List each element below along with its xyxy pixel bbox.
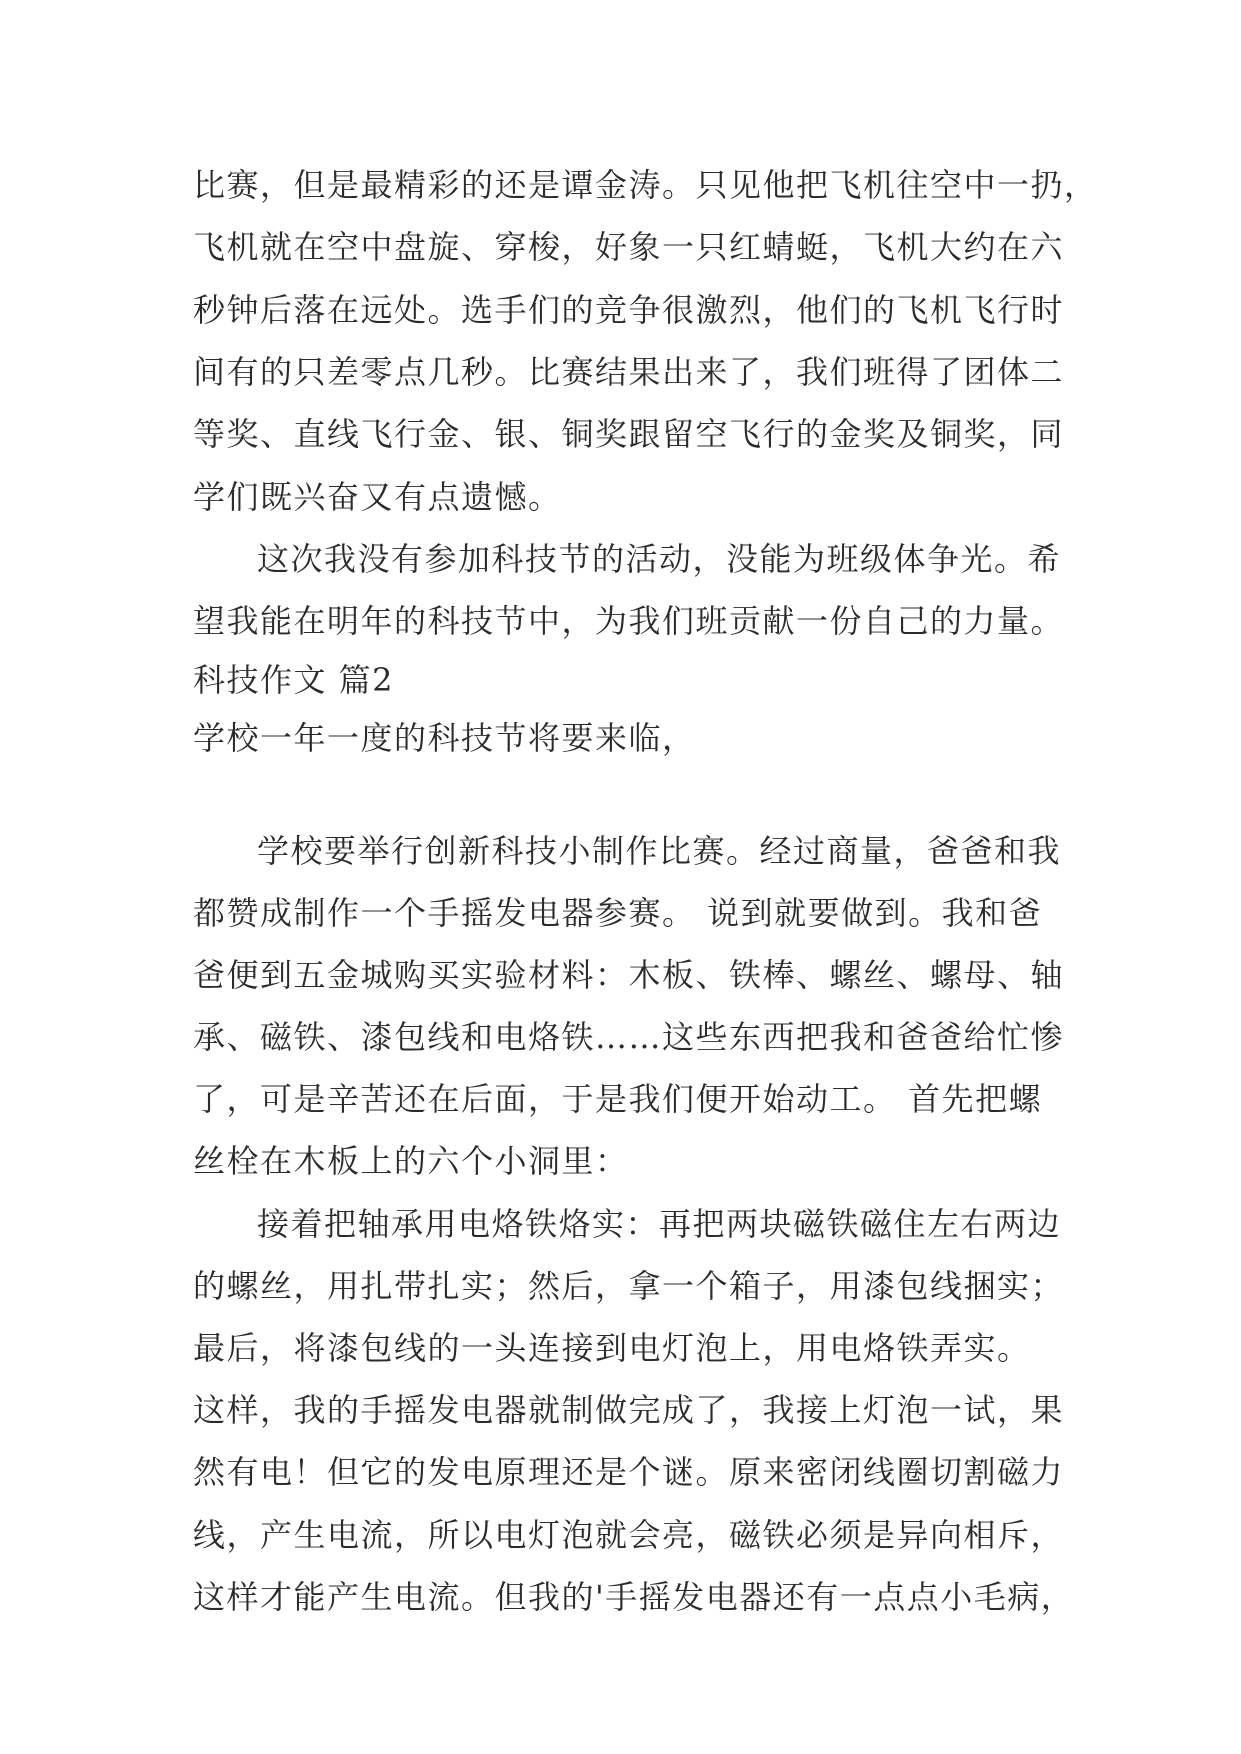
paragraph-line: 这样才能产生电流。但我的'手摇发电器还有一点点小毛病， <box>193 1578 1075 1616</box>
paragraph-line: 了，可是辛苦还在后面，于是我们便开始动工。 首先把螺 <box>193 1080 1043 1118</box>
paragraph-line: 爸便到五金城购买实验材料：木板、铁棒、螺丝、螺母、轴 <box>193 956 1065 994</box>
paragraph-line: 飞机就在空中盘旋、穿梭，好象一只红蜻蜓，飞机大约在六 <box>193 228 1065 266</box>
paragraph-line: 承、磁铁、漆包线和电烙铁……这些东西把我和爸爸给忙惨 <box>193 1018 1065 1056</box>
paragraph-line: 比赛，但是最精彩的还是谭金涛。只见他把飞机往空中一扔， <box>193 166 1098 204</box>
section-heading: 科技作文 篇2 <box>193 661 395 699</box>
paragraph-line: 都赞成制作一个手摇发电器参赛。 说到就要做到。我和爸 <box>193 894 1043 932</box>
paragraph-line: 学校要举行创新科技小制作比赛。经过商量，爸爸和我 <box>257 832 1062 870</box>
paragraph-line: 这次我没有参加科技节的活动，没能为班级体争光。希 <box>257 540 1062 578</box>
paragraph-line: 秒钟后落在远处。选手们的竞争很激烈，他们的飞机飞行时 <box>193 291 1065 329</box>
paragraph-line: 丝栓在木板上的六个小洞里： <box>193 1142 629 1180</box>
paragraph-line: 接着把轴承用电烙铁烙实：再把两块磁铁磁住左右两边 <box>257 1205 1062 1243</box>
paragraph-line: 线，产生电流，所以电灯泡就会亮，磁铁必须是异向相斥， <box>193 1516 1065 1554</box>
paragraph-line: 学校一年一度的科技节将要来临， <box>193 719 696 757</box>
paragraph-line: 然有电！但它的发电原理还是个谜。原来密闭线圈切割磁力 <box>193 1453 1065 1491</box>
paragraph-line: 学们既兴奋又有点遗憾。 <box>193 478 562 516</box>
paragraph-line: 等奖、直线飞行金、银、铜奖跟留空飞行的金奖及铜奖，同 <box>193 415 1065 453</box>
paragraph-line: 间有的只差零点几秒。比赛结果出来了，我们班得了团体二 <box>193 353 1065 391</box>
paragraph-line: 最后，将漆包线的一头连接到电灯泡上，用电烙铁弄实。 <box>193 1329 1031 1367</box>
paragraph-line: 这样，我的手摇发电器就制做完成了，我接上灯泡一试，果 <box>193 1391 1065 1429</box>
paragraph-line: 望我能在明年的科技节中，为我们班贡献一份自己的力量。 <box>193 602 1065 640</box>
paragraph-line: 的螺丝，用扎带扎实；然后，拿一个箱子，用漆包线捆实； <box>193 1267 1065 1305</box>
